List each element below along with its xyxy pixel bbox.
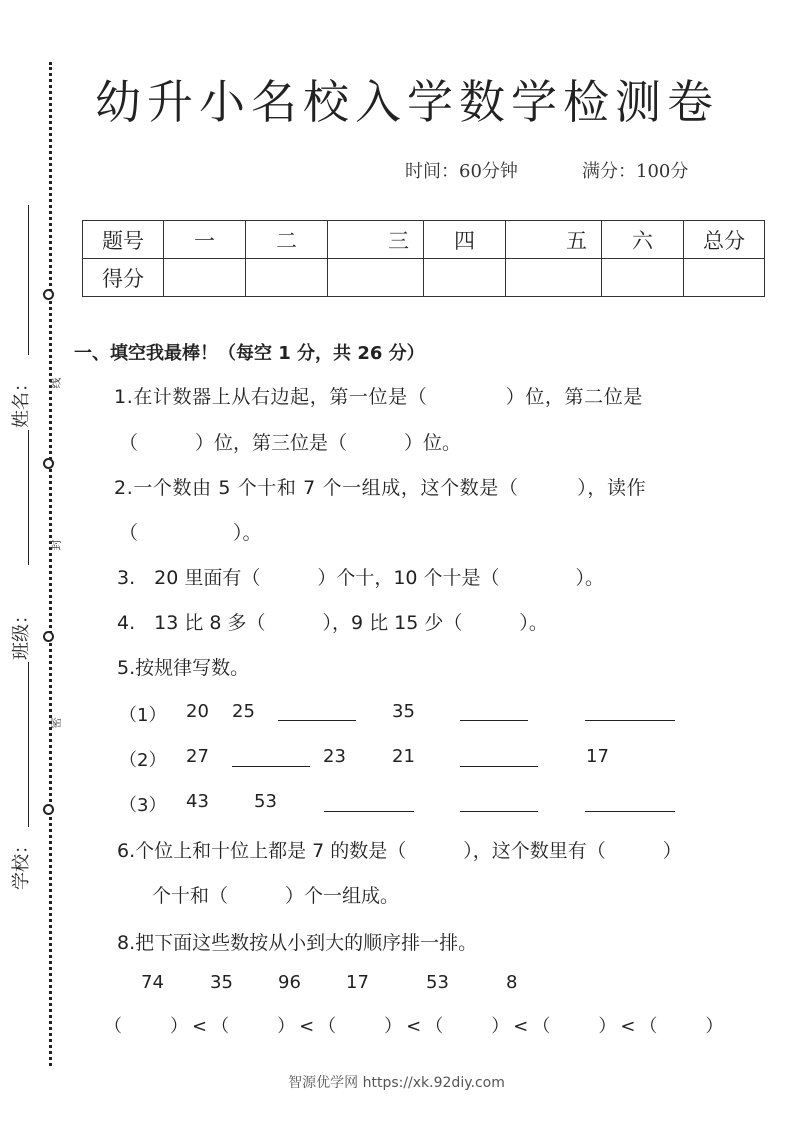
binding-hole [43, 289, 54, 300]
q5-row-1-label: （1） [119, 705, 167, 726]
q5-row-2-value: 23 [323, 746, 346, 767]
q5-row-2-value: 17 [586, 746, 609, 767]
question-2-line-2: （ ）。 [119, 522, 262, 544]
score-cell[interactable] [602, 259, 684, 297]
score-cell[interactable] [164, 259, 246, 297]
cut-mark-xian: 线 [49, 377, 63, 389]
table-header-cell: 二 [246, 221, 328, 259]
page-title: 幼升小名校入学数学检测卷 [95, 75, 719, 129]
question-3: 3. 20 里面有（ ）个十，10 个十是（ ）。 [117, 567, 605, 589]
q5-row-1-value: 20 [186, 701, 209, 722]
table-header-cell: 六 [602, 221, 684, 259]
footer-watermark: 智源优学网 https://xk.92diy.com [288, 1075, 505, 1091]
q8-number: 96 [278, 972, 301, 993]
answer-blank[interactable] [460, 720, 528, 721]
class-write-line [28, 662, 29, 827]
table-header-cell: 一 [164, 221, 246, 259]
answer-blank[interactable] [324, 811, 414, 812]
score-table-header-row [83, 221, 765, 259]
binding-hole [43, 804, 54, 815]
table-header-cell: 三 [328, 221, 424, 259]
school-label: 学校： [11, 836, 32, 890]
question-1-line-1: 1.在计数器上从右边起，第一位是（ ）位，第二位是 [114, 386, 643, 408]
score-cell[interactable] [328, 259, 424, 297]
table-header-cell: 题号 [83, 221, 164, 259]
q5-row-2-value: 27 [186, 746, 209, 767]
q5-row-2-label: （2） [119, 750, 167, 771]
class-label: 班级： [11, 606, 32, 660]
q5-row-3-label: （3） [119, 795, 167, 816]
binding-dotted-line [49, 62, 52, 1066]
question-2-line-1: 2.一个数由 5 个十和 7 个一组成，这个数是（ ），读作 [114, 477, 647, 499]
table-header-cell: 五 [506, 221, 602, 259]
answer-blank[interactable] [585, 720, 675, 721]
score-cell[interactable] [424, 259, 506, 297]
q5-row-1-value: 25 [232, 701, 255, 722]
table-header-cell: 总分 [684, 221, 765, 259]
time-limit: 时间：60分钟 [405, 161, 518, 182]
q5-row-1-value: 35 [392, 701, 415, 722]
q5-row-3-value: 43 [186, 791, 209, 812]
table-header-cell: 四 [424, 221, 506, 259]
answer-blank[interactable] [278, 720, 356, 721]
question-8: 8.把下面这些数按从小到大的顺序排一排。 [117, 932, 478, 954]
table-row-label: 得分 [83, 259, 164, 297]
name-label: 姓名： [11, 374, 32, 428]
score-cell[interactable] [246, 259, 328, 297]
answer-blank[interactable] [460, 811, 538, 812]
binding-hole [43, 458, 54, 469]
question-6-line-2: 个十和（ ）个一组成。 [152, 885, 400, 907]
full-score: 满分：100分 [582, 161, 689, 182]
cut-mark-mi: 密 [49, 717, 63, 729]
question-6-line-1: 6.个位上和十位上都是 7 的数是（ ），这个数里有（ ） [117, 840, 682, 862]
q8-number: 53 [426, 972, 449, 993]
q5-row-2-value: 21 [392, 746, 415, 767]
binding-hole [43, 631, 54, 642]
score-cell[interactable] [506, 259, 602, 297]
question-4: 4. 13 比 8 多（ ），9 比 15 少（ ）。 [117, 612, 548, 634]
question-5: 5.按规律写数。 [117, 657, 250, 679]
answer-blank[interactable] [232, 766, 310, 767]
answer-blank[interactable] [460, 766, 538, 767]
q8-number: 35 [210, 972, 233, 993]
class-write-line-top [28, 430, 29, 565]
score-cell[interactable] [684, 259, 765, 297]
q8-answer-row: （ ）<（ ）<（ ）<（ ）<（ ）<（ ） [104, 1016, 728, 1037]
q5-row-3-value: 53 [254, 791, 277, 812]
score-table [82, 220, 765, 297]
q8-number: 74 [141, 972, 164, 993]
q8-number: 8 [506, 972, 518, 993]
answer-blank[interactable] [585, 811, 675, 812]
section-heading: 一、填空我最棒！（每空 1 分，共 26 分） [74, 343, 425, 364]
q8-number: 17 [346, 972, 369, 993]
question-1-line-2: （ ）位，第三位是（ ）位。 [119, 432, 462, 454]
cut-mark-feng: 封 [49, 539, 63, 551]
score-table-score-row [83, 259, 765, 297]
name-write-line [28, 205, 29, 355]
